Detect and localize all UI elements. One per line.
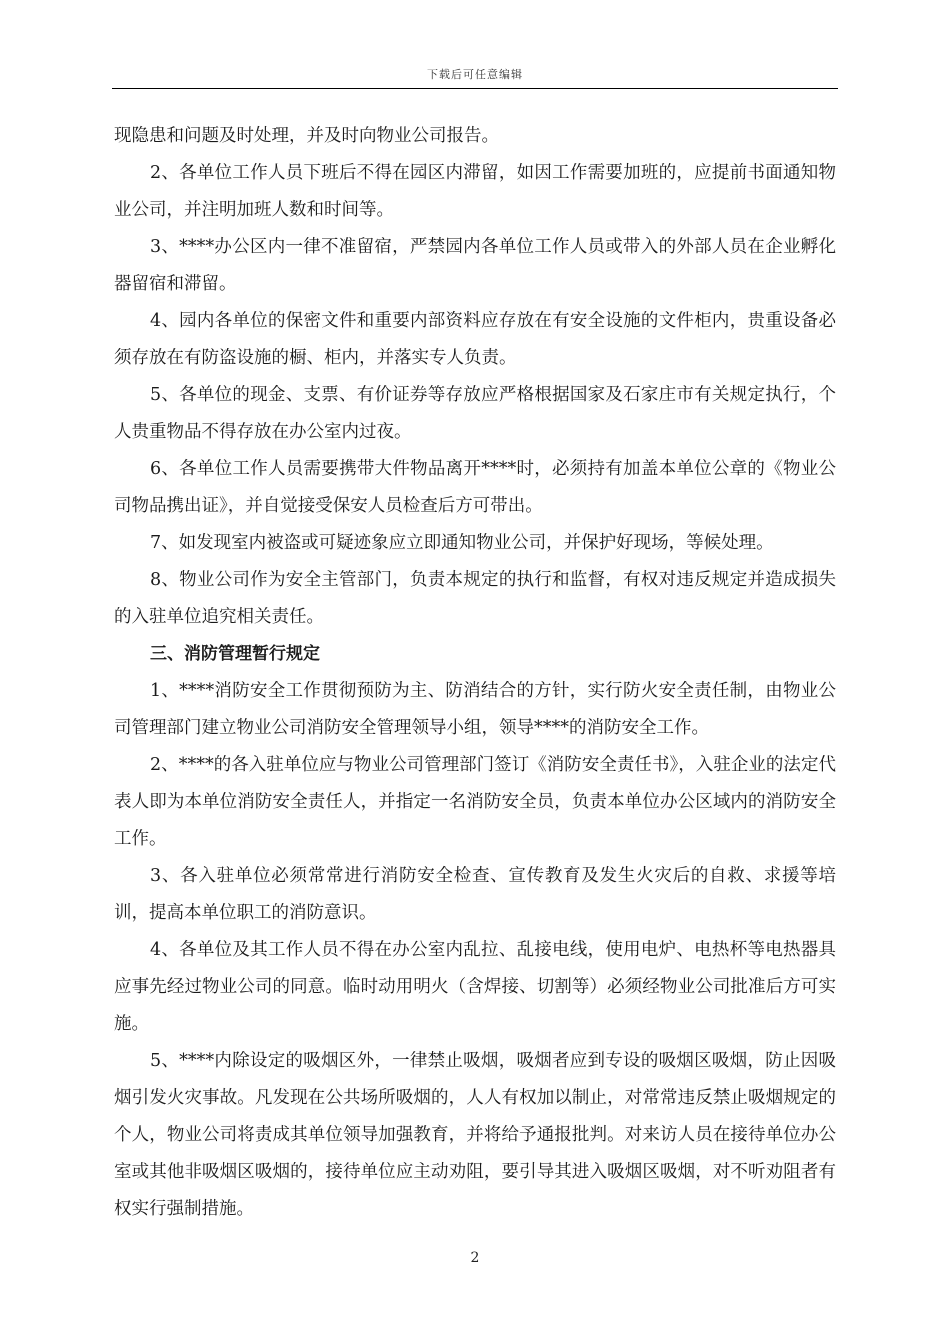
paragraph: 8、物业公司作为安全主管部门，负责本规定的执行和监督，有权对违反规定并造成损失的入驻单位追究相关责任。 bbox=[114, 570, 836, 627]
paragraph: 现隐患和问题及时处理，并及时向物业公司报告。 bbox=[114, 126, 499, 146]
page-number: 2 bbox=[470, 1250, 480, 1266]
paragraph: 7、如发现室内被盗或可疑迹象应立即通知物业公司，并保护好现场，等候处理。 bbox=[150, 533, 774, 553]
paragraph: 4、各单位及其工作人员不得在办公室内乱拉、乱接电线，使用电炉、电热杯等电热器具应事先经过物业公司的同意。临时动用明火（含焊接、切割等）必须经物业公司批准后方可实施。 bbox=[114, 940, 836, 1034]
header-rule bbox=[112, 88, 838, 89]
paragraph: 1、****消防安全工作贯彻预防为主、防消结合的方针，实行防火安全责任制，由物业公司管理部门建立物业公司消防安全管理领导小组，领导****的消防安全工作。 bbox=[114, 681, 836, 738]
page-header: 下载后可任意编辑 bbox=[427, 68, 523, 81]
paragraph: 3、各入驻单位必须常常进行消防安全检查、宣传教育及发生火灾后的自救、求援等培训，提高本单位职工的消防意识。 bbox=[114, 866, 836, 923]
document-body bbox=[114, 118, 836, 1228]
section-heading: 三、消防管理暂行规定 bbox=[150, 644, 320, 664]
paragraph: 6、各单位工作人员需要携带大件物品离开****时，必须持有加盖本单位公章的《物业公司物品携出证》，并自觉接受保安人员检查后方可带出。 bbox=[114, 459, 836, 516]
paragraph: 5、各单位的现金、支票、有价证券等存放应严格根据国家及石家庄市有关规定执行，个人贵重物品不得存放在办公室内过夜。 bbox=[114, 385, 836, 442]
paragraph: 2、各单位工作人员下班后不得在园区内滞留，如因工作需要加班的，应提前书面通知物业公司，并注明加班人数和时间等。 bbox=[114, 163, 836, 220]
paragraph: 3、****办公区内一律不准留宿，严禁园内各单位工作人员或带入的外部人员在企业孵化器留宿和滞留。 bbox=[114, 237, 836, 294]
paragraph: 5、****内除设定的吸烟区外，一律禁止吸烟，吸烟者应到专设的吸烟区吸烟，防止因吸烟引发火灾事故。凡发现在公共场所吸烟的，人人有权加以制止，对常常违反禁止吸烟规定的个人，物业公司将责成其单位领导加强教育，并将给予通报批判。对来访人员在接待单位办公室或其他非吸烟区吸烟的，接待单位应主动劝阻，要引导其进入吸烟区吸烟，对不听劝阻者有权实行强制措施。 bbox=[114, 1051, 836, 1219]
paragraph: 2、****的各入驻单位应与物业公司管理部门签订《消防安全责任书》，入驻企业的法定代表人即为本单位消防安全责任人，并指定一名消防安全员，负责本单位办公区域内的消防安全工作。 bbox=[114, 755, 836, 849]
paragraph: 4、园内各单位的保密文件和重要内部资料应存放在有安全设施的文件柜内，贵重设备必须存放在有防盗设施的橱、柜内，并落实专人负责。 bbox=[114, 311, 836, 368]
